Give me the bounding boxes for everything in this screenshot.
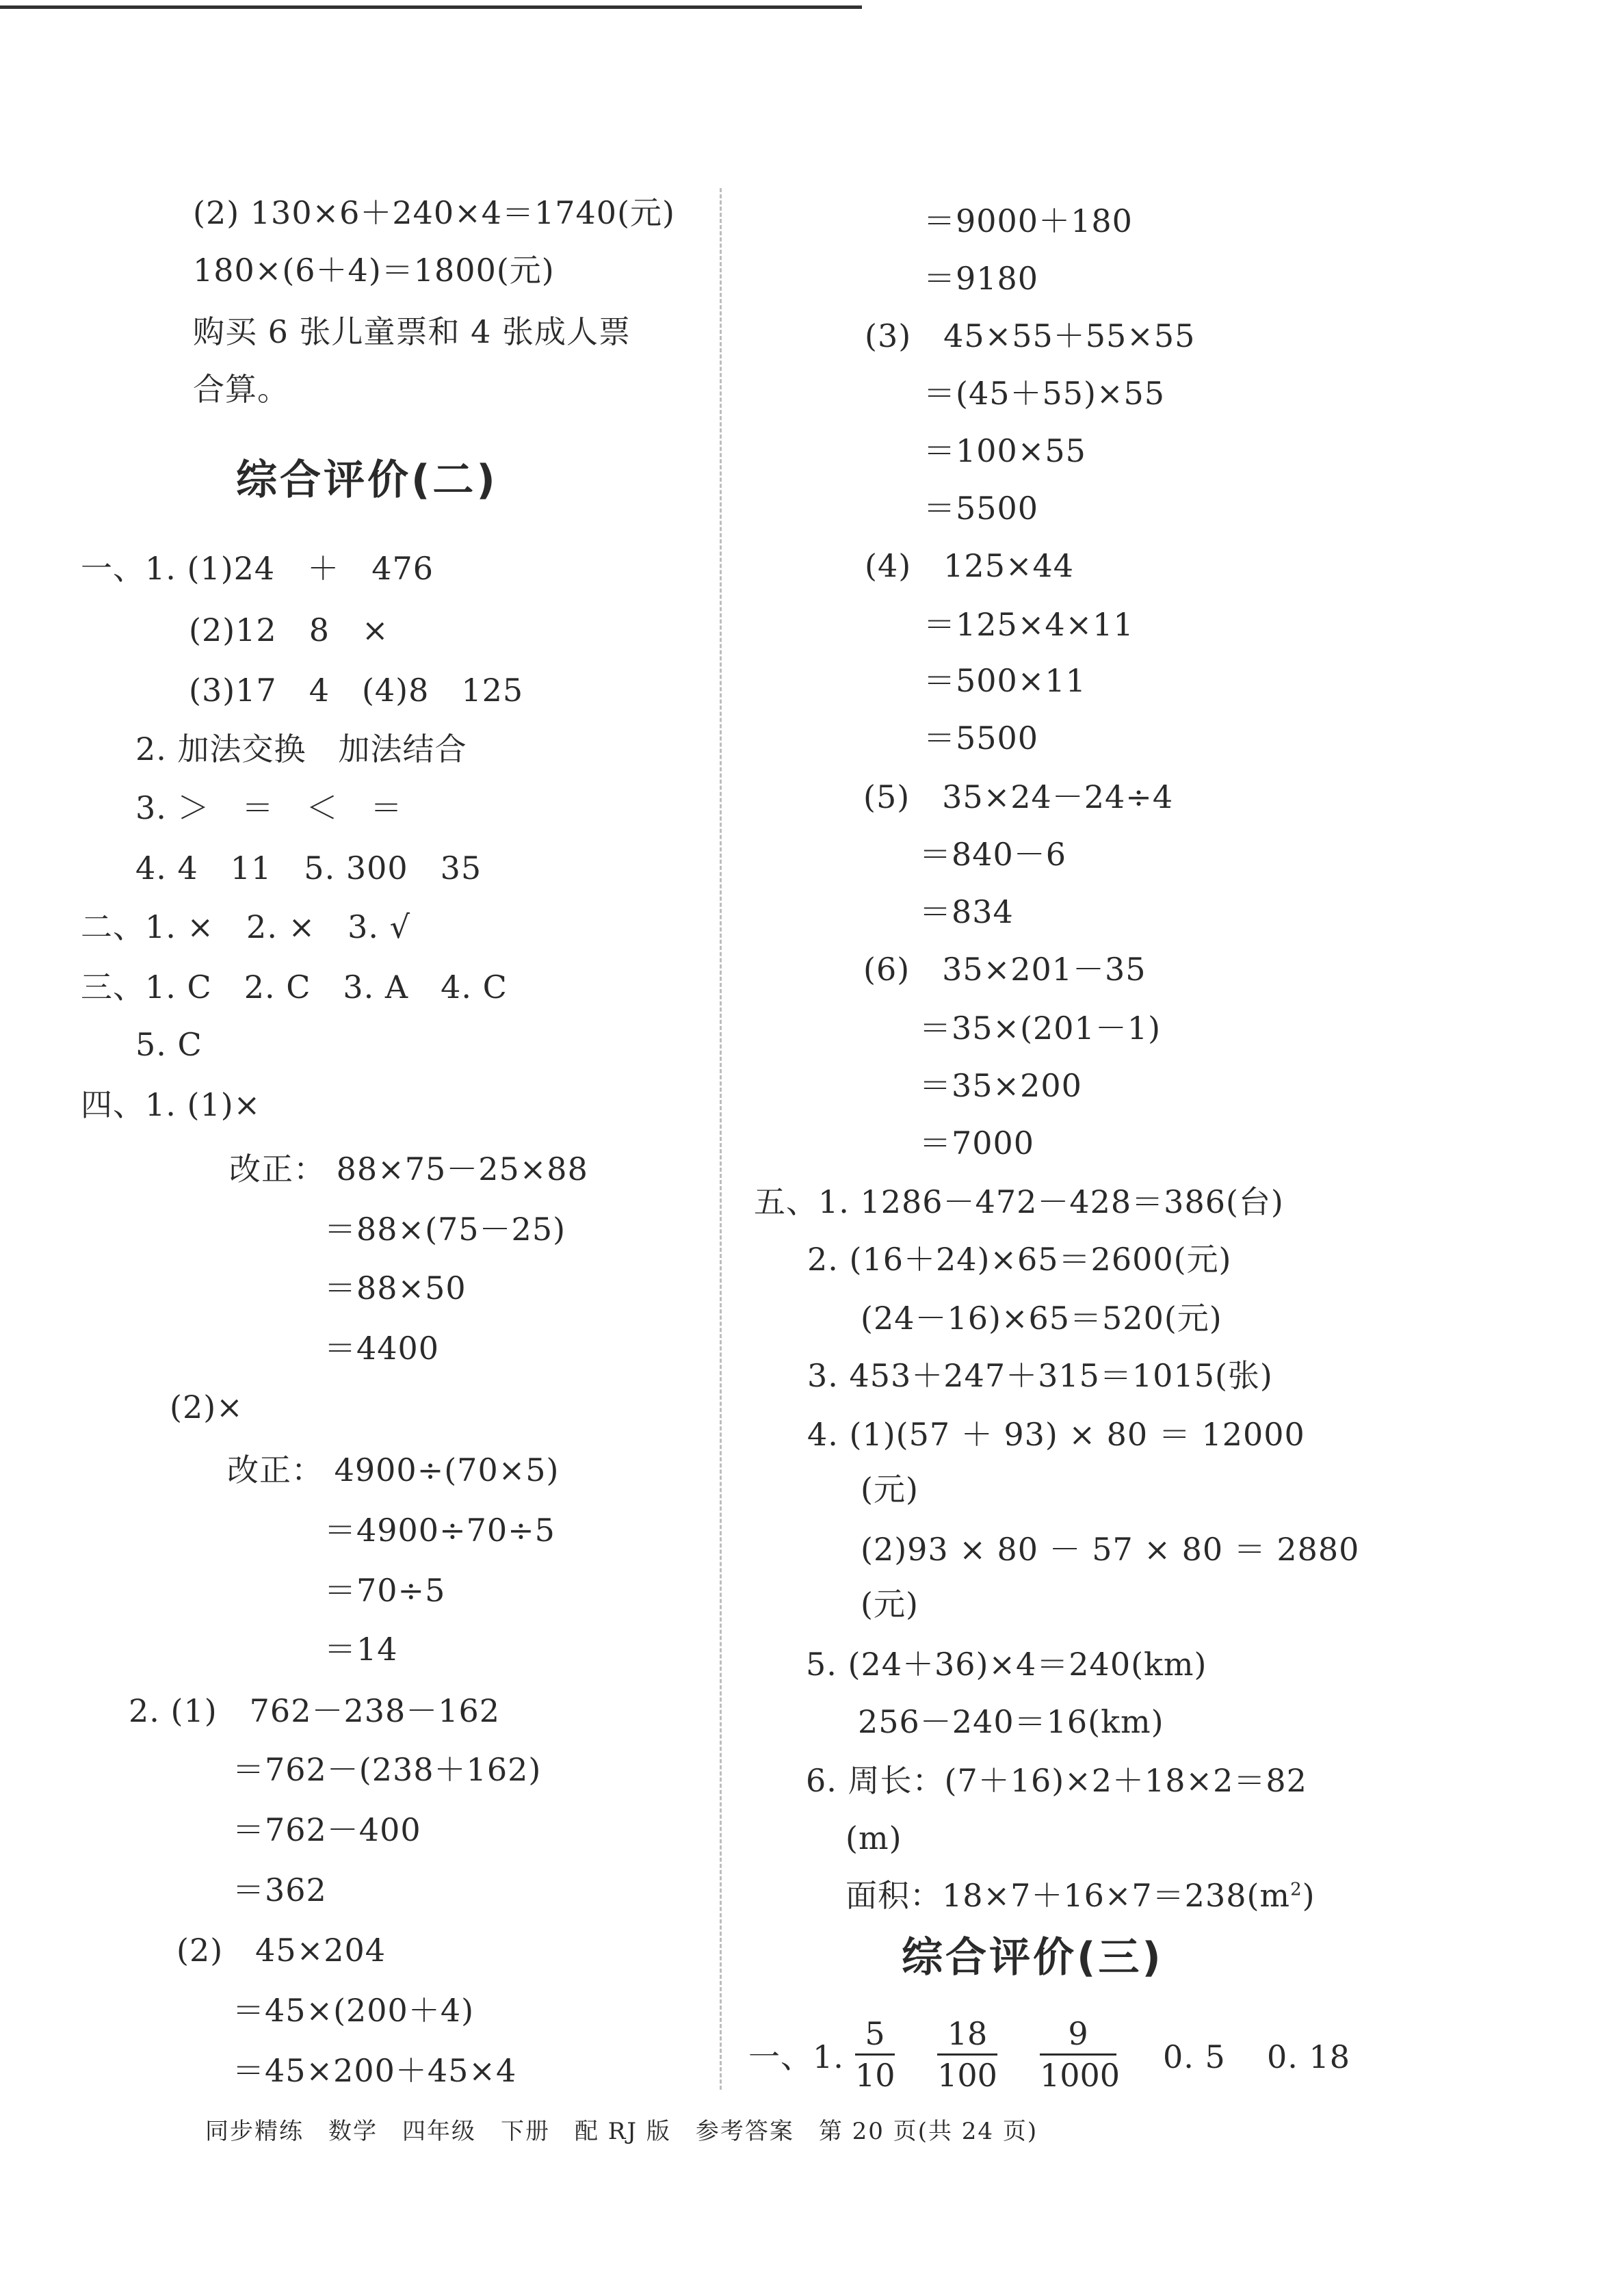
answer-line: ＝70÷5 — [324, 1572, 446, 1609]
answer-line: 256－240＝16(km) — [858, 1703, 1164, 1740]
section-title: 综合评价(二) — [236, 456, 498, 504]
answer-line: 2. 加法交换 加法结合 — [135, 731, 467, 767]
answer-line: (3) 45×55＋55×55 — [865, 317, 1196, 354]
answer-line: 3. ＞ ＝ ＜ ＝ — [135, 789, 403, 826]
answer-line: 一、1. (1)24 ＋ 476 — [81, 550, 434, 587]
answer-line: ＝834 — [919, 893, 1014, 930]
top-border-line — [0, 5, 862, 9]
fraction-numerator: 9 — [1068, 2015, 1088, 2052]
section-title: 综合评价(三) — [902, 1934, 1164, 1982]
question-label: 一、1. — [748, 2038, 844, 2075]
area-superscript: 2 — [1290, 1879, 1302, 1900]
page-footer: 同步精练 数学 四年级 下册 配 RJ 版 参考答案 第 20 页(共 24 页) — [205, 2118, 1038, 2145]
answer-line: (4) 125×44 — [865, 547, 1075, 584]
answer-line: ＝100×55 — [924, 432, 1086, 469]
answer-line: (元) — [861, 1586, 919, 1623]
answer-line: 2. (1) 762－238－162 — [129, 1692, 501, 1729]
answer-line: (m) — [846, 1820, 902, 1856]
answer-line: 4. (1)(57 ＋ 93) × 80 ＝ 12000 — [807, 1416, 1305, 1453]
answer-line: (元) — [861, 1471, 919, 1508]
answer-line: 6. 周长：(7＋16)×2＋18×2＝82 — [806, 1762, 1307, 1799]
fraction — [1040, 2015, 1121, 2094]
answer-line: (6) 35×201－35 — [863, 951, 1147, 988]
fraction — [855, 2015, 895, 2094]
fraction-denominator: 10 — [855, 2057, 895, 2094]
answer-line: ＝762－400 — [233, 1811, 421, 1848]
answer-line: ＝5500 — [924, 490, 1039, 527]
area-text: 面积：18×7＋16×7＝238(m — [846, 1877, 1291, 1914]
answer-line: 四、1. (1)× — [81, 1086, 261, 1123]
decimal-answer: 0. 18 — [1267, 2038, 1351, 2075]
answer-line: ＝5500 — [924, 720, 1039, 757]
answer-line: ＝7000 — [919, 1125, 1035, 1161]
fraction-denominator: 1000 — [1040, 2057, 1121, 2094]
answer-line: 4. 4 11 5. 300 35 — [135, 850, 482, 887]
answer-line: 5. (24＋36)×4＝240(km) — [806, 1646, 1207, 1683]
answer-line: ＝9180 — [924, 260, 1039, 297]
answer-line: 改正： 4900÷(70×5) — [227, 1452, 560, 1488]
answer-line: ＝362 — [233, 1872, 327, 1908]
answer-line: ＝762－(238＋162) — [233, 1751, 542, 1788]
answer-line: ＝500×11 — [924, 662, 1086, 699]
fraction-numerator: 5 — [865, 2015, 885, 2052]
fraction-numerator: 18 — [947, 2015, 988, 2052]
answer-line: 五、1. 1286－472－428＝386(台) — [754, 1183, 1284, 1220]
answer-line: 改正： 88×75－25×88 — [229, 1151, 588, 1187]
area-answer-line — [846, 1877, 1315, 1914]
answer-line: (2)93 × 80 － 57 × 80 ＝ 2880 — [861, 1531, 1360, 1568]
answer-line: ＝35×200 — [919, 1067, 1082, 1104]
answer-line: ＝4900÷70÷5 — [324, 1512, 555, 1549]
answer-line: (5) 35×24－24÷4 — [863, 778, 1174, 815]
answer-line: (3)17 4 (4)8 125 — [189, 672, 524, 709]
answer-line: ＝88×(75－25) — [324, 1211, 566, 1248]
answer-line: ＝(45＋55)×55 — [924, 375, 1166, 412]
answer-line: ＝4400 — [324, 1330, 440, 1367]
decimal-answer: 0. 5 — [1163, 2038, 1226, 2075]
answer-line: ＝125×4×11 — [924, 606, 1134, 643]
answer-line: (24－16)×65＝520(元) — [861, 1300, 1222, 1337]
answer-line: 2. (16＋24)×65＝2600(元) — [807, 1241, 1232, 1278]
answer-line: (2)12 8 × — [189, 612, 389, 648]
answer-line: 二、1. × 2. × 3. √ — [81, 908, 410, 945]
answer-line: ＝45×(200＋4) — [233, 1992, 475, 2029]
column-divider — [720, 188, 722, 2090]
answer-line: (2)× — [170, 1389, 244, 1426]
answer-line: ＝840－6 — [919, 836, 1067, 873]
answer-line: (2) 45×204 — [176, 1932, 387, 1969]
fraction-denominator: 100 — [937, 2057, 997, 2094]
answer-line: 三、1. C 2. C 3. A 4. C — [81, 969, 508, 1006]
answer-line: ＝9000＋180 — [924, 202, 1133, 239]
answer-line: ＝35×(201－1) — [919, 1010, 1162, 1047]
intro-line: 购买 6 张儿童票和 4 张成人票 — [193, 313, 631, 350]
fraction — [937, 2015, 997, 2094]
intro-line: 合算。 — [193, 371, 289, 408]
area-close: ) — [1302, 1877, 1315, 1914]
answer-line: 3. 453＋247＋315＝1015(张) — [807, 1357, 1273, 1394]
intro-line: (2) 130×6＋240×4＝1740(元) — [193, 194, 675, 231]
answer-line: 5. C — [135, 1026, 202, 1063]
answer-line: ＝88×50 — [324, 1270, 467, 1307]
intro-line: 180×(6＋4)＝1800(元) — [193, 252, 555, 289]
answer-line: ＝14 — [324, 1631, 398, 1668]
answer-line: ＝45×200＋45×4 — [233, 2052, 517, 2089]
